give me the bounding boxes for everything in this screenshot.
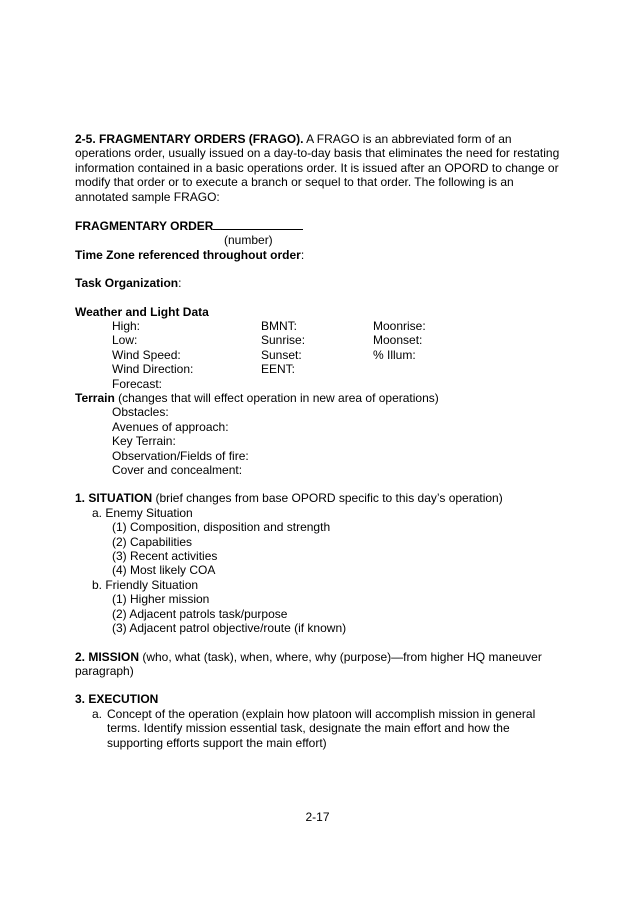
situation-line: 1. SITUATION (brief changes from base OPORD specific to this day’s operation): [75, 491, 503, 506]
concept-of-operation: a. Concept of the operation (explain how platoon will accomplish mission in general terms. Identify mission essential task, designate the main effort and how the supporting efforts support the main effort): [92, 706, 536, 750]
order-number-underline: [213, 218, 303, 230]
list-item: (3) Recent activities: [112, 549, 218, 564]
terrain-line: Terrain (changes that will effect operation in new area of operations): [75, 391, 439, 406]
document-body: [75, 132, 565, 750]
terrain-item: Avenues of approach:: [112, 419, 229, 434]
mission-paragraph: 2. MISSION (who, what (task), when, where, why (purpose)—from higher HQ maneuver paragraph): [75, 649, 542, 678]
weather-row: Forecast:: [112, 376, 163, 391]
execution-heading: 3. EXECUTION: [75, 692, 159, 707]
order-number-caption: (number): [224, 233, 273, 248]
friendly-situation-heading: b. Friendly Situation: [92, 577, 199, 592]
time-zone-line: Time Zone referenced throughout order:: [75, 247, 305, 262]
weather-row: Wind Direction: EENT:: [112, 362, 296, 377]
list-item: (2) Adjacent patrols task/purpose: [112, 606, 288, 621]
list-item: (2) Capabilities: [112, 534, 193, 549]
list-item: (1) Higher mission: [112, 592, 210, 607]
list-item: (1) Composition, disposition and strength: [112, 520, 331, 535]
enemy-situation-heading: a. Enemy Situation: [92, 505, 193, 520]
page-number: 2-17: [305, 810, 330, 824]
terrain-item: Cover and concealment:: [112, 463, 243, 478]
weather-row: Wind Speed: Sunset: % Illum:: [112, 347, 416, 362]
list-item: (4) Most likely COA: [112, 563, 216, 578]
terrain-item: Key Terrain:: [112, 434, 176, 449]
task-organization-line: Task Organization:: [75, 276, 182, 291]
weather-row: Low: Sunrise: Moonset:: [112, 333, 423, 348]
weather-row: High: BMNT: Moonrise:: [112, 319, 426, 334]
terrain-item: Observation/Fields of fire:: [112, 448, 249, 463]
terrain-item: Obstacles:: [112, 405, 169, 420]
weather-heading: Weather and Light Data: [75, 304, 209, 319]
section-heading-frago: 2-5. FRAGMENTARY ORDERS (FRAGO).: [75, 132, 304, 146]
frago-title-line: FRAGMENTARY ORDER: [75, 218, 565, 233]
intro-paragraph: 2-5. FRAGMENTARY ORDERS (FRAGO). A FRAGO is an abbreviated form of an operations order, usually issued on a day-to-day basis that eliminates the need for restating information contained in a basic operations order. It is issued after an OPORD to change or modify that order or to execute a branch or sequel to that order. The following is an annotated sample FRAGO:: [75, 132, 560, 204]
list-item: (3) Adjacent patrol objective/route (if known): [112, 621, 347, 636]
